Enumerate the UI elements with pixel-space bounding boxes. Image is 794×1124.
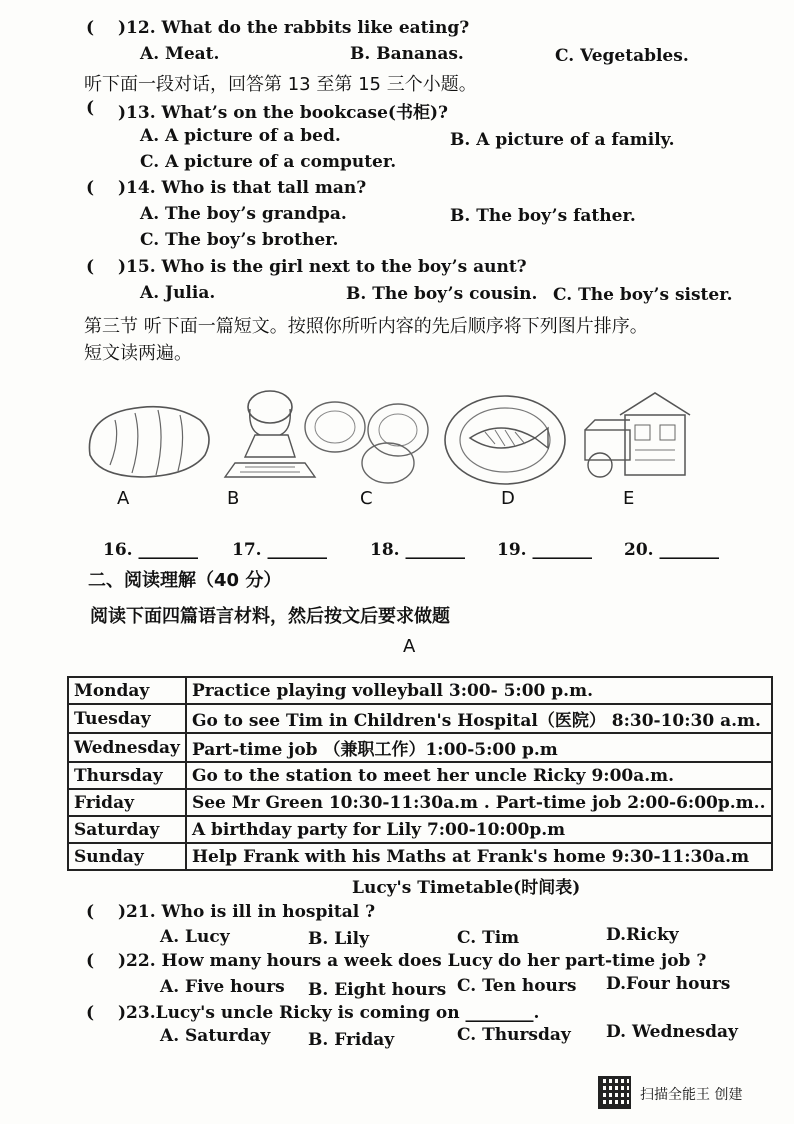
table-row bbox=[68, 816, 772, 843]
q23-paren: ( bbox=[86, 1003, 95, 1023]
picture-label-c: C bbox=[360, 488, 373, 509]
picture-label-e: E bbox=[623, 488, 635, 509]
activity-cell: Help Frank with his Maths at Frank's home 9:30-11:30a.m bbox=[186, 843, 772, 870]
answer-blank-20[interactable]: 20. _______ bbox=[624, 540, 719, 560]
q22-option-c: C. Ten hours bbox=[457, 976, 577, 996]
q21-option-c: C. Tim bbox=[457, 928, 520, 948]
q13-option-a: A. A picture of a bed. bbox=[140, 126, 341, 146]
picture-label-d: D bbox=[501, 488, 515, 509]
q21-option-d: D.Ricky bbox=[606, 925, 679, 945]
q14-paren: ( bbox=[86, 178, 95, 198]
q14-stem: )14. Who is that tall man? bbox=[118, 178, 367, 198]
activity-cell: Part-time job （兼职工作）1:00-5:00 p.m bbox=[186, 733, 772, 762]
activity-cell: Go to the station to meet her uncle Ricky 9:00a.m. bbox=[186, 762, 772, 789]
q12-option-a: A. Meat. bbox=[140, 44, 220, 64]
q12-stem: )12. What do the rabbits like eating? bbox=[118, 18, 470, 38]
table-row bbox=[68, 733, 772, 762]
q23-option-d: D. Wednesday bbox=[606, 1022, 738, 1042]
lucy-timetable bbox=[67, 676, 773, 871]
bread-picture-icon bbox=[80, 395, 215, 485]
plates-picture-icon bbox=[300, 395, 435, 490]
q23-option-a: A. Saturday bbox=[160, 1026, 271, 1046]
scanner-watermark: 扫描全能王 创建 bbox=[640, 1087, 743, 1103]
activity-cell: See Mr Green 10:30-11:30a.m . Part-time job 2:00-6:00p.m.. bbox=[186, 789, 772, 816]
q23-option-b: B. Friday bbox=[308, 1030, 395, 1050]
answer-blank-17[interactable]: 17. _______ bbox=[232, 540, 327, 560]
day-cell: Saturday bbox=[68, 816, 186, 843]
picture-label-a: A bbox=[117, 488, 130, 509]
q23-stem: )23.Lucy's uncle Ricky is coming on ________. bbox=[118, 1003, 540, 1023]
day-cell: Friday bbox=[68, 789, 186, 816]
timetable-caption: Lucy's Timetable(时间表) bbox=[352, 878, 581, 898]
day-cell: Monday bbox=[68, 677, 186, 704]
q15-paren: ( bbox=[86, 257, 95, 277]
q21-paren: ( bbox=[86, 902, 95, 922]
q13-paren: ( bbox=[86, 98, 95, 118]
qr-code-icon bbox=[598, 1076, 631, 1109]
q15-option-a: A. Julia. bbox=[140, 283, 216, 303]
q23-option-c: C. Thursday bbox=[457, 1025, 571, 1045]
table-row bbox=[68, 762, 772, 789]
activity-cell: A birthday party for Lily 7:00-10:00p.m bbox=[186, 816, 772, 843]
activity-cell: Practice playing volleyball 3:00- 5:00 p.m. bbox=[186, 677, 772, 704]
q15-option-c: C. The boy’s sister. bbox=[553, 285, 733, 305]
q12-option-c: C. Vegetables. bbox=[555, 46, 689, 66]
part2-title: 二、阅读理解（40 分） bbox=[88, 570, 282, 591]
part2-instruction: 阅读下面四篇语言材料，然后按文后要求做题 bbox=[90, 606, 450, 627]
q12-paren: ( bbox=[86, 18, 95, 38]
section3-line2: 短文读两遍。 bbox=[84, 343, 192, 364]
q12-option-b: B. Bananas. bbox=[350, 44, 464, 64]
q15-stem: )15. Who is the girl next to the boy’s aunt? bbox=[118, 257, 527, 277]
picture-label-b: B bbox=[227, 488, 240, 509]
fish-plate-picture-icon bbox=[440, 390, 570, 490]
answer-blank-18[interactable]: 18. _______ bbox=[370, 540, 465, 560]
table-row bbox=[68, 704, 772, 733]
house-picture-icon bbox=[575, 385, 700, 485]
q22-stem: )22. How many hours a week does Lucy do her part-time job ? bbox=[118, 951, 707, 971]
activity-cell: Go to see Tim in Children's Hospital（医院） 8:30-10:30 a.m. bbox=[186, 704, 772, 733]
q22-option-a: A. Five hours bbox=[160, 977, 285, 997]
q21-stem: )21. Who is ill in hospital ? bbox=[118, 902, 376, 922]
table-row bbox=[68, 789, 772, 816]
answer-blank-19[interactable]: 19. _______ bbox=[497, 540, 592, 560]
q22-option-d: D.Four hours bbox=[606, 974, 731, 994]
instruction-13-15: 听下面一段对话，回答第 13 至第 15 三个小题。 bbox=[84, 74, 477, 95]
q14-option-b: B. The boy’s father. bbox=[450, 206, 636, 226]
day-cell: Wednesday bbox=[68, 733, 186, 762]
q13-option-b: B. A picture of a family. bbox=[450, 130, 675, 150]
day-cell: Sunday bbox=[68, 843, 186, 870]
passage-label: A bbox=[403, 636, 416, 657]
q21-option-a: A. Lucy bbox=[160, 927, 230, 947]
q22-option-b: B. Eight hours bbox=[308, 980, 447, 1000]
q15-option-b: B. The boy’s cousin. bbox=[346, 284, 538, 304]
q21-option-b: B. Lily bbox=[308, 929, 369, 949]
section3-line1: 第三节 听下面一篇短文。按照你所听内容的先后顺序将下列图片排序。 bbox=[84, 316, 648, 337]
answer-blank-16[interactable]: 16. _______ bbox=[103, 540, 198, 560]
table-row bbox=[68, 843, 772, 870]
day-cell: Tuesday bbox=[68, 704, 186, 733]
q13-option-c: C. A picture of a computer. bbox=[140, 152, 397, 172]
q13-stem: )13. What’s on the bookcase(书柜)? bbox=[118, 103, 448, 123]
q14-option-c: C. The boy’s brother. bbox=[140, 230, 339, 250]
day-cell: Thursday bbox=[68, 762, 186, 789]
q14-option-a: A. The boy’s grandpa. bbox=[140, 204, 347, 224]
q22-paren: ( bbox=[86, 951, 95, 971]
table-row bbox=[68, 677, 772, 704]
